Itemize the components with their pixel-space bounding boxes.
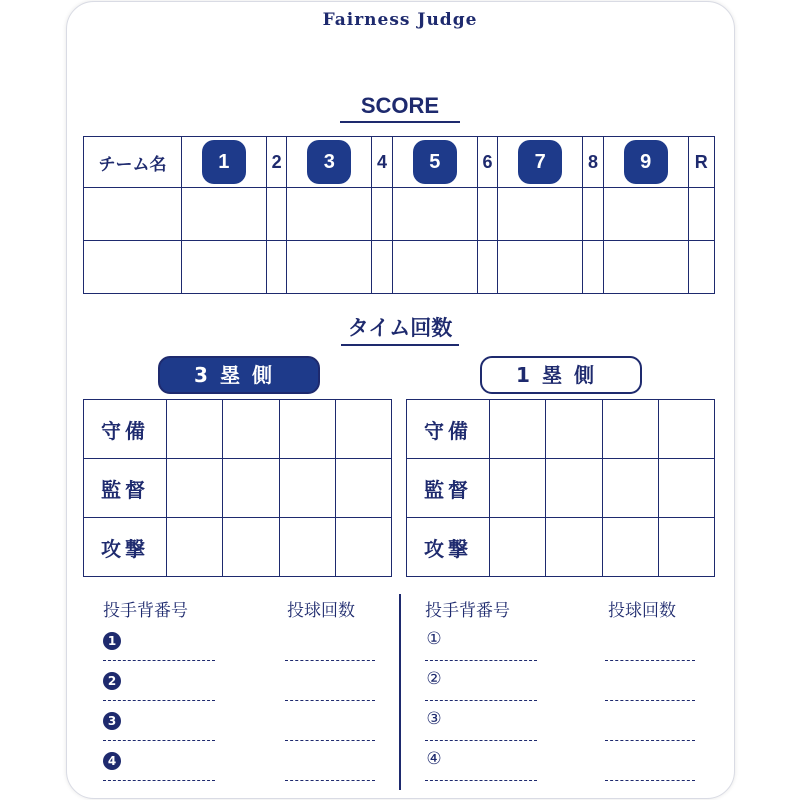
score-cell[interactable] [392, 241, 477, 294]
timeout-row-label: 守備 [407, 400, 490, 459]
runs-header: R [688, 137, 714, 188]
timeout-row-defense [84, 400, 392, 459]
inning-header-9 [603, 137, 688, 188]
timeout-row-offense [407, 518, 715, 577]
pitcher-number-line[interactable] [103, 660, 215, 661]
pitcher-entry-number: 2 [103, 672, 121, 690]
pitcher-number-header-left: 投手背番号 [103, 601, 188, 621]
pitch-count-header-left: 投球回数 [287, 601, 355, 621]
inning-header-3 [287, 137, 372, 188]
pitch-count-line[interactable] [285, 740, 375, 741]
score-cell[interactable] [266, 241, 287, 294]
pitcher-entry-number: 4 [103, 752, 121, 770]
score-heading-underline [340, 121, 460, 123]
timeout-table-first-base [406, 399, 715, 577]
inning-header-6: 6 [477, 137, 498, 188]
pitcher-number-line[interactable] [425, 780, 537, 781]
timeout-heading [330, 312, 470, 346]
inning-header-7 [498, 137, 583, 188]
timeout-cell[interactable] [658, 400, 714, 459]
inning-header-8: 8 [583, 137, 604, 188]
score-cell[interactable] [182, 241, 267, 294]
timeout-cell[interactable] [546, 400, 602, 459]
timeout-cell[interactable] [490, 518, 546, 577]
pitch-count-line[interactable] [605, 780, 695, 781]
timeout-cell[interactable] [167, 400, 223, 459]
pitch-count-line[interactable] [285, 700, 375, 701]
pitcher-number-line[interactable] [425, 740, 537, 741]
pitch-count-line[interactable] [605, 700, 695, 701]
pitch-count-line[interactable] [605, 660, 695, 661]
score-cell[interactable] [603, 241, 688, 294]
team-name-cell[interactable] [84, 241, 182, 294]
first-base-side-label: 1塁側 [480, 356, 642, 394]
team-name-header: チーム名 [84, 137, 182, 188]
pitcher-entry-number: ② [426, 669, 442, 689]
score-cell[interactable] [287, 188, 372, 241]
pitcher-entry-number: 3 [103, 712, 121, 730]
score-heading-text: SCORE [360, 93, 440, 118]
pitcher-entry-number: 1 [103, 632, 121, 650]
inning-pill: 9 [624, 140, 668, 184]
timeout-cell[interactable] [658, 459, 714, 518]
timeout-row-label: 監督 [407, 459, 490, 518]
timeout-row-label: 攻撃 [84, 518, 167, 577]
team-name-cell[interactable] [84, 188, 182, 241]
inning-header-5 [392, 137, 477, 188]
inning-header-4: 4 [372, 137, 393, 188]
score-cell[interactable] [583, 241, 604, 294]
pitch-count-line[interactable] [605, 740, 695, 741]
pitcher-entry-number: ① [426, 629, 442, 649]
inning-pill: 5 [413, 140, 457, 184]
pitcher-number-line[interactable] [425, 700, 537, 701]
timeout-cell[interactable] [546, 459, 602, 518]
inning-pill: 7 [518, 140, 562, 184]
score-header-row [84, 137, 715, 188]
score-heading [340, 93, 460, 123]
score-cell[interactable] [477, 188, 498, 241]
score-cell[interactable] [498, 188, 583, 241]
pitch-count-line[interactable] [285, 660, 375, 661]
inning-header-2: 2 [266, 137, 287, 188]
timeout-cell[interactable] [223, 459, 279, 518]
score-table [83, 136, 715, 294]
score-cell[interactable] [477, 241, 498, 294]
timeout-heading-underline [341, 344, 459, 346]
timeout-cell[interactable] [335, 518, 391, 577]
timeout-cell[interactable] [602, 459, 658, 518]
pitcher-entry-number: ④ [426, 749, 442, 769]
pitcher-number-header-right: 投手背番号 [425, 601, 510, 621]
pitcher-number-line[interactable] [103, 780, 215, 781]
score-cell[interactable] [583, 188, 604, 241]
runs-cell[interactable] [688, 188, 714, 241]
pitcher-entry-number: ③ [426, 709, 442, 729]
score-cell[interactable] [287, 241, 372, 294]
third-base-side-label: 3塁側 [158, 356, 320, 394]
timeout-cell[interactable] [490, 400, 546, 459]
timeout-cell[interactable] [602, 400, 658, 459]
timeout-cell[interactable] [279, 400, 335, 459]
score-row-team-2 [84, 241, 715, 294]
pitch-count-header-right: 投球回数 [608, 601, 676, 621]
inning-pill: 1 [202, 140, 246, 184]
score-cell[interactable] [392, 188, 477, 241]
timeout-row-defense [407, 400, 715, 459]
score-cell[interactable] [498, 241, 583, 294]
timeout-cell[interactable] [602, 518, 658, 577]
timeout-heading-text: タイム回数 [347, 317, 453, 340]
timeout-cell[interactable] [335, 400, 391, 459]
timeout-cell[interactable] [546, 518, 602, 577]
runs-cell[interactable] [688, 241, 714, 294]
pitcher-number-line[interactable] [425, 660, 537, 661]
score-cell[interactable] [372, 241, 393, 294]
timeout-cell[interactable] [167, 459, 223, 518]
timeout-cell[interactable] [167, 518, 223, 577]
timeout-cell[interactable] [335, 459, 391, 518]
timeout-row-manager [84, 459, 392, 518]
pitcher-number-line[interactable] [103, 740, 215, 741]
timeout-cell[interactable] [223, 400, 279, 459]
timeout-cell[interactable] [279, 518, 335, 577]
timeout-cell[interactable] [223, 518, 279, 577]
score-cell[interactable] [603, 188, 688, 241]
timeout-row-label: 守備 [84, 400, 167, 459]
timeout-row-offense [84, 518, 392, 577]
timeout-row-manager [407, 459, 715, 518]
score-cell[interactable] [372, 188, 393, 241]
score-cell[interactable] [266, 188, 287, 241]
timeout-cell[interactable] [490, 459, 546, 518]
timeout-cell[interactable] [279, 459, 335, 518]
score-cell[interactable] [182, 188, 267, 241]
score-row-team-1 [84, 188, 715, 241]
pitch-count-line[interactable] [285, 780, 375, 781]
pitcher-section-divider [399, 594, 401, 790]
pitcher-number-line[interactable] [103, 700, 215, 701]
timeout-row-label: 監督 [84, 459, 167, 518]
inning-header-1 [182, 137, 267, 188]
timeout-table-third-base [83, 399, 392, 577]
timeout-cell[interactable] [658, 518, 714, 577]
timeout-row-label: 攻撃 [407, 518, 490, 577]
brand-title: Fairness Judge [322, 10, 478, 30]
inning-pill: 3 [307, 140, 351, 184]
